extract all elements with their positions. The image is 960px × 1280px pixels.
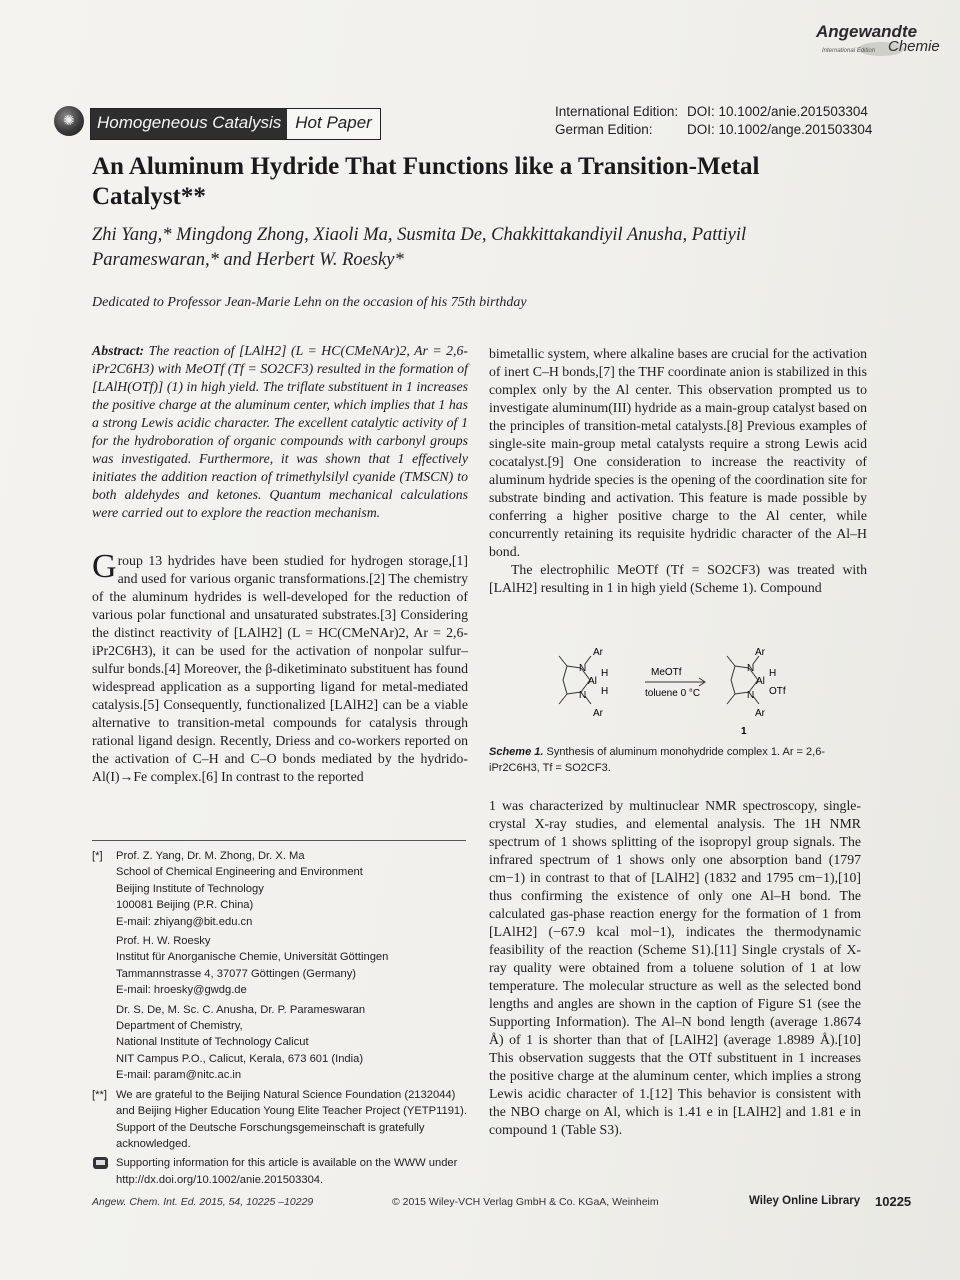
scheme-h2-left: H [601, 686, 609, 697]
affil3-line: Dr. S. De, M. Sc. C. Anusha, Dr. P. Parameswaran [116, 1003, 366, 1016]
article-title: An Aluminum Hydride That Functions like a Transition-Metal Catalyst** [92, 153, 760, 210]
scheme-n-bottom-right: N [747, 690, 755, 701]
acknowledgment-mark: [**] [92, 1088, 107, 1101]
footer-copyright: © 2015 Wiley-VCH Verlag GmbH & Co. KGaA, Weinheim [392, 1196, 659, 1208]
logo-bottom-text: Chemie [888, 38, 940, 55]
affil2-line: Institut für Anorganische Chemie, Universität Göttingen [116, 951, 389, 964]
abstract [92, 342, 468, 522]
hot-paper-icon: ✺ [54, 106, 84, 136]
drop-cap: G [92, 548, 117, 585]
body-left-column [92, 548, 468, 786]
affil1-line: Beijing Institute of Technology [116, 882, 264, 895]
scheme-h1-left: H [601, 668, 609, 679]
paragraph-bimetallic: bimetallic system, where alkaline bases are crucial for the activation of inert C–H bonds,[7] the THF coordinate anion is stabilized in this complex only by the Al center. This observation prompted us to investigate aluminum(III) hydride as a main-group catalyst based on the principles of transition-metal catalysts.[8] Previous examples of single-site main-group metal catalysts require a strong Lewis acid cocatalyst.[9] One consideration to increase the reactivity of aluminum hydride species is the opening of the coordination site for substrate binding and activation. This feature is made possible by conferring a higher positive charge to the Al center, while concurrently retaining its requisite hydridic character of the Al–H bond. [489, 346, 867, 559]
body-right-top [489, 345, 867, 597]
doi-intl-label: International Edition: [555, 104, 679, 119]
doi-german-value: DOI: 10.1002/ange.201503304 [687, 122, 873, 137]
paragraph-meotf: The electrophilic MeOTf (Tf = SO2CF3) was treated with [LAlH2] resulting in 1 in high yield (Scheme 1). Compound [489, 562, 867, 595]
scheme-otf: OTf [769, 686, 786, 697]
scheme-al-left: Al [588, 676, 597, 687]
page-number: 10225 [875, 1194, 912, 1209]
scheme-1-diagram [545, 642, 805, 742]
affil3-line: National Institute of Technology Calicut [116, 1036, 309, 1049]
acknowledgment-note [92, 1087, 472, 1153]
body-right-bottom [489, 797, 861, 1139]
footer-citation: Angew. Chem. Int. Ed. 2015, 54, 10225 –10229 [92, 1196, 314, 1208]
journal-logo [814, 20, 944, 72]
supporting-info-text: Supporting information for this article is available on the WWW under http://dx.doi.org/10.1002/anie.201503304. [116, 1157, 458, 1186]
affil3-email: E-mail: param@nitc.ac.in [116, 1069, 242, 1082]
affil1-line: 100081 Beijing (P.R. China) [116, 899, 254, 912]
section-category: Homogeneous Catalysis [91, 109, 287, 139]
scheme-caption [489, 744, 861, 776]
footnotes [92, 848, 472, 1188]
doi-international [555, 104, 868, 119]
section-badge [90, 108, 381, 140]
abstract-text: The reaction of [LAlH2] (L = HC(CMeNAr)2, Ar = 2,6-iPr2C6H3) with MeOTf (Tf = SO2CF3) resulted in the formation of [LAlH(OTf)] (1) in high yield. The triflate substituent in 1 increases the positive charge at the aluminum center, which implies that 1 has a strong Lewis acidic character. The excellent catalytic activity of 1 for the hydroboration of organic compounds with carbonyl groups was investigated. Furthermore, it was shown that 1 effectively initiates the addition reaction of trimethylsilyl cyanide (TMSCN) to both aldehydes and ketones. Quantum mechanical calculations were carried out to explore the reaction mechanism. [92, 343, 468, 520]
paragraph-characterization: 1 was characterized by multinuclear NMR spectroscopy, single-crystal X-ray studies, and elemental analysis. The 1H NMR spectrum of 1 shows splitting of the isopropyl group signals. The infrared spectrum of 1 shows only one absorption band (1797 cm−1) in contrast to that of [LAlH2] (1832 and 1795 cm−1),[10] thus confirming the existence of only one Al–H bond. The calculated gas-phase reaction energy for the formation of 1 from [LAlH2] (−67.9 kcal mol−1), indicates the thermodynamic feasibility of the reaction (Scheme S1).[11] Single crystals of X-ray quality were obtained from a toluene solution of 1 at low temperature. The molecular structure as well as the selected bond lengths and angles are shown in the caption of Figure S1 (see the Supporting Information). The Al–N bond length (average 1.8674 Å) of 1 is shorter than that of [LAlH2] (average 1.8989 Å).[10] This observation suggests that the OTf substituent in 1 increases the positive charge at the aluminum center, which implies a strong Lewis acidic character of 1.[12] This behavior is consistent with the NBO charge on Al, which is 1.41 e in [LAlH2] and 1.81 e in compound 1 (Table S3). [489, 798, 861, 1137]
scheme-reagent: MeOTf [651, 667, 682, 678]
scheme-n-bottom-left: N [579, 690, 587, 701]
scheme-ar-top-left: Ar [593, 647, 603, 658]
scheme-n-top-left: N [579, 663, 587, 674]
scheme-ar-top-right: Ar [755, 647, 765, 658]
doi-intl-value: DOI: 10.1002/anie.201503304 [687, 104, 868, 119]
scheme-caption-label: Scheme 1. [489, 746, 544, 758]
affil1-line: School of Chemical Engineering and Environment [116, 866, 363, 879]
affil2-email: E-mail: hroesky@gwdg.de [116, 984, 247, 997]
affil1-line: Prof. Z. Yang, Dr. M. Zhong, Dr. X. Ma [116, 850, 305, 862]
doi-german [555, 122, 872, 137]
scheme-caption-text: Synthesis of aluminum monohydride complex 1. Ar = 2,6-iPr2C6H3, Tf = SO2CF3. [489, 746, 825, 774]
scheme-h-right: H [769, 668, 777, 679]
affil3-line: NIT Campus P.O., Calicut, Kerala, 673 601 (India) [116, 1052, 364, 1065]
affiliation-mark: [*] [92, 850, 103, 862]
acknowledgment-text: We are grateful to the Beijing Natural Science Foundation (2132044) and Beijing Higher Education Young Elite Teacher Project (YETP1191). Support of the Deutsche Forschungsgemeinschaft is gratefully acknowledged. [116, 1088, 467, 1150]
affil1-email: E-mail: zhiyang@bit.edu.cn [116, 915, 253, 928]
logo-top-text: Angewandte [816, 22, 918, 41]
scheme-al-right: Al [756, 676, 765, 687]
affil2-line: Prof. H. W. Roesky [116, 935, 211, 948]
section-label: Hot Paper [287, 109, 380, 139]
affil2-line: Tammannstrasse 4, 37077 Göttingen (Germany) [116, 967, 357, 980]
doi-german-label: German Edition: [555, 122, 653, 137]
affil3-line: Department of Chemistry, [116, 1020, 243, 1033]
scheme-ar-bottom-right: Ar [755, 708, 765, 719]
affiliations-note [92, 848, 472, 1084]
scheme-ar-bottom-left: Ar [593, 708, 603, 719]
article-authors: Zhi Yang,* Mingdong Zhong, Xiaoli Ma, Susmita De, Chakkittakandiyil Anusha, Pattiyil Parameswaran,* and Herbert W. Roesky* [92, 225, 747, 270]
body-left-text: roup 13 hydrides have been studied for hydrogen storage,[1] and used for various organic transformations.[2] The chemistry of the aluminum hydrides is well-developed for the reduction of various polar functional and unsaturated substrates.[3] Considering the distinct reactivity of [LAlH2] (L = HC(CMeNAr)2, Ar = 2,6-iPr2C6H3), it can be used for the activation of nonpolar sulfur–sulfur bonds.[4] Moreover, the β-diketiminato substituent has found widespread application as a supporting ligand for metal-mediated catalysis.[5] Consequently, functionalized [LAlH2] can be a viable alternative to transition-metal compounds for catalysis through rational ligand design. Recently, Driess and co-workers reported on the activation of C–H and C–O bonds mediated by the hydrido-Al(I)→Fe complex.[6] In contrast to the reported [92, 553, 468, 784]
abstract-label: Abstract: [92, 343, 145, 358]
scheme-compound-label: 1 [741, 726, 747, 737]
logo-small-text: International Edition [822, 48, 876, 54]
supporting-info-icon [92, 1155, 116, 1188]
scheme-n-top-right: N [747, 663, 755, 674]
supporting-info-note [92, 1155, 472, 1188]
dedication: Dedicated to Professor Jean-Marie Lehn on the occasion of his 75th birthday [92, 295, 527, 310]
footnote-divider [92, 840, 466, 841]
scheme-conditions: toluene 0 °C [645, 688, 701, 699]
footer-library: Wiley Online Library [749, 1195, 861, 1207]
